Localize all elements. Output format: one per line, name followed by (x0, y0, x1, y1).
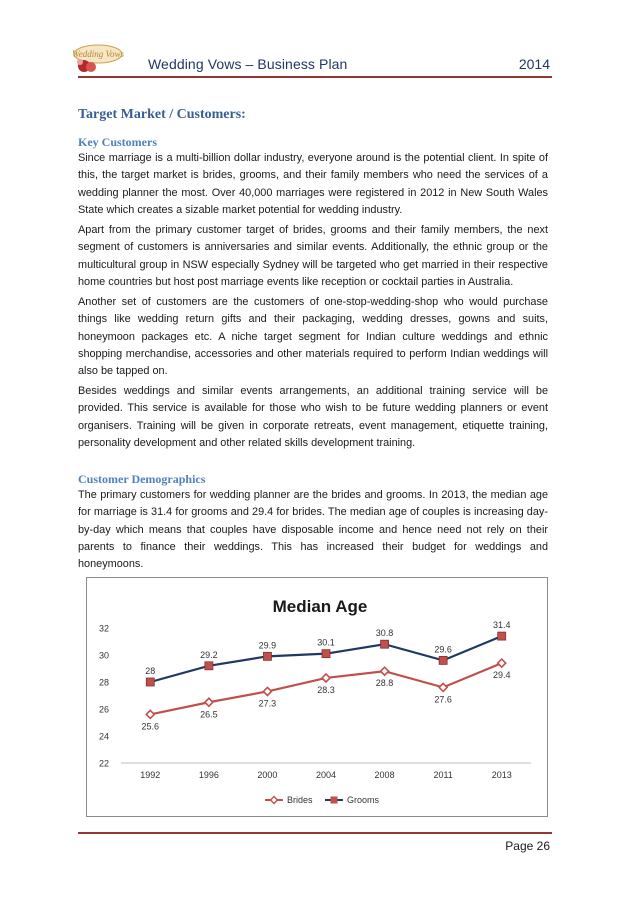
brides-point-2000 (263, 687, 271, 695)
brides-data-label-1992: 25.6 (141, 721, 160, 732)
y-tick-label-24: 24 (98, 731, 109, 742)
brides-point-2008 (381, 667, 389, 675)
x-tick-label-1996: 1996 (198, 770, 219, 780)
key-customers-paragraph-2: Apart from the primary customer target of brides, grooms and their family members, the next segment of customers is anniversaries and similar events. Additionally, the ethnic group or the multicultural group in NSW especially Sydney will be targeted who get married in their respective home countries but host post marriage events like reception or cocktail parties in Australia. (78, 224, 548, 288)
grooms-data-label-2000: 29.9 (258, 640, 277, 651)
brides-data-label-2004: 28.3 (317, 684, 335, 695)
grooms-point-2013 (498, 632, 506, 640)
brides-legend-marker (271, 797, 278, 804)
brides-data-label-2000: 27.3 (258, 698, 277, 709)
demographics-paragraph: The primary customers for wedding planner are the brides and grooms. In 2013, the median age for marriage is 31.4 for grooms and 29.4 for brides. The median age of couples is increasing day-by-day which means that couples have disposable income and hence need not rely on their parents to finance their weddings. This has increased their budget for weddings and honeymoons. (78, 489, 548, 571)
median-age-chart (86, 577, 548, 817)
key-customers-paragraph-1: Since marriage is a multi-billion dollar industry, everyone around is the potential client. In spite of this, the target market is brides, grooms, and their family members who need the services of a wedding planner the most. Over 40,000 marriages were registered in 2012 in New South Wales State which creates a sizable market potential for wedding industry. (78, 152, 548, 216)
grooms-data-label-1996: 29.2 (200, 649, 218, 660)
brides-data-label-1996: 26.5 (200, 709, 218, 720)
brides-point-1992 (146, 710, 154, 718)
y-tick-label-32: 32 (98, 623, 109, 634)
grooms-point-2008 (381, 640, 389, 648)
header-year: 2014 (518, 56, 550, 72)
key-customers-paragraph-4: Besides weddings and similar events arrangements, an additional training service will be provided. This service is available for those who wish to be future wedding planners or event organisers. Training will be given in corporate retreats, event management, etiquette training, personality development and other related skills development training. (78, 385, 548, 449)
chart-title: Median Age (272, 597, 368, 616)
x-tick-label-2004: 2004 (315, 770, 337, 780)
y-tick-label-26: 26 (98, 704, 109, 715)
grooms-data-label-1992: 28 (145, 666, 156, 676)
grooms-data-label-2004: 30.1 (317, 637, 335, 648)
section-title: Target Market / Customers: (78, 107, 246, 122)
grooms-point-1992 (146, 678, 154, 686)
demographics-heading: Customer Demographics (78, 472, 206, 486)
brides-point-2004 (322, 674, 330, 682)
grooms-point-1996 (205, 662, 213, 670)
x-tick-label-2011: 2011 (433, 770, 453, 780)
page-number: Page 26 (505, 839, 550, 853)
grooms-data-label-2013: 31.4 (492, 620, 511, 631)
brides-point-2013 (498, 659, 506, 667)
key-customers-paragraph-3: Another set of customers are the customers of one-stop-wedding-shop who would purchase things like wedding return gifts and their packaging, wedding dresses, gowns and suits, honeymoon packages etc. A niche target segment for Indian culture weddings and ethnic shopping merchandise, accessories and other materials required to perform Indian weddings will also be tapped on. (78, 296, 548, 378)
key-customers-heading: Key Customers (78, 135, 157, 149)
brides-data-label-2011: 27.6 (434, 694, 452, 705)
grooms-point-2000 (263, 652, 271, 660)
footer-divider (78, 832, 552, 834)
grooms-point-2011 (439, 656, 447, 664)
brides-legend-label: Brides (287, 795, 313, 805)
brides-data-label-2008: 28.8 (375, 678, 394, 689)
grooms-data-label-2011: 29.6 (434, 644, 452, 655)
grooms-legend-label: Grooms (347, 795, 380, 805)
header-divider (78, 76, 552, 78)
brides-point-1996 (205, 698, 213, 706)
y-tick-label-28: 28 (98, 677, 109, 688)
y-tick-label-22: 22 (98, 758, 109, 769)
x-tick-label-2000: 2000 (257, 770, 278, 780)
grooms-legend-marker (331, 797, 338, 804)
x-tick-label-2013: 2013 (491, 770, 512, 780)
chart-canvas (87, 578, 547, 816)
svg-text:Wedding Vows: Wedding Vows (72, 49, 124, 59)
grooms-data-label-2008: 30.8 (375, 628, 394, 639)
brides-data-label-2013: 29.4 (492, 670, 511, 681)
y-tick-label-30: 30 (98, 650, 109, 661)
grooms-point-2004 (322, 650, 330, 658)
brides-point-2011 (439, 683, 447, 691)
x-tick-label-1992: 1992 (140, 770, 161, 780)
wedding-vows-logo (70, 40, 126, 74)
x-tick-label-2008: 2008 (374, 770, 395, 780)
header-title: Wedding Vows – Business Plan (148, 56, 348, 72)
